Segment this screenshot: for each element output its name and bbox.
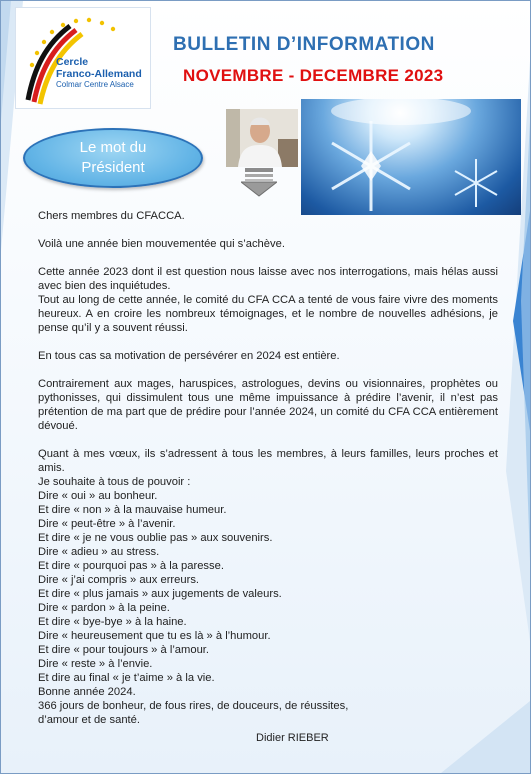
president-photo	[226, 109, 298, 167]
letter-paragraph-1: Voilà une année bien mouvementée qui s’achève.	[38, 238, 285, 250]
page-period: NOVEMBRE - DECEMBRE 2023	[183, 66, 444, 85]
wish-line: Et dire au final « je t’aime » à la vie.	[38, 672, 215, 684]
wish-line: Et dire « je ne vous oublie pas » aux souvenirs.	[38, 532, 273, 544]
wish-line: Et dire « pour toujours » à l’amour.	[38, 644, 210, 656]
wish-line: Et dire « non » à la mauvaise humeur.	[38, 504, 227, 516]
wish-line: Bonne année 2024.	[38, 686, 136, 698]
page-title: BULLETIN D’INFORMATION	[173, 34, 435, 55]
bubble-line-1: Le mot du	[79, 139, 147, 156]
club-logo	[15, 7, 151, 109]
letter-greeting: Chers membres du CFACCA.	[38, 210, 185, 222]
wish-line: Dire « peut-être » à l’avenir.	[38, 518, 176, 530]
snowflake-image	[301, 99, 521, 215]
wish-line: Dire « pardon » à la peine.	[38, 602, 170, 614]
wish-line: Et dire « bye-bye » à la haine.	[38, 616, 187, 628]
wish-line: Dire « j’ai compris » aux erreurs.	[38, 574, 200, 586]
letter-body	[38, 209, 498, 727]
logo-line-cercle: Cercle	[56, 56, 89, 68]
wish-line: Et dire « pourquoi pas » à la paresse.	[38, 560, 224, 572]
down-arrow-icon	[241, 167, 277, 197]
wish-line: Dire « reste » à l’envie.	[38, 658, 153, 670]
wish-line: Dire « heureusement que tu es là » à l’humour.	[38, 630, 271, 642]
letter-paragraph-2: Cette année 2023 dont il est question nous laisse avec nos interrogations, mais hélas aussi avec bien des inquiétudes.	[38, 266, 498, 292]
letter-paragraph-6: Quant à mes vœux, ils s’adressent à tous les membres, à leurs familles, leurs proches et amis.	[38, 448, 498, 474]
wish-line: Dire « adieu » au stress.	[38, 546, 160, 558]
wish-line: 366 jours de bonheur, de fous rires, de douceurs, de réussites,	[38, 700, 349, 712]
bubble-line-2: Président	[81, 159, 145, 176]
wishes-list	[38, 475, 498, 727]
wish-line: Dire « oui » au bonheur.	[38, 490, 158, 502]
letter-paragraph-3: Tout au long de cette année, le comité du CFA CCA a tenté de vous faire vivre des moments heureux. A en croire les nombreux témoignages, et le nombre de nouvelles adhésions, je pense qu’il y a souvent réussi.	[38, 294, 498, 334]
logo-line-colmar: Colmar Centre Alsace	[56, 80, 134, 89]
wish-line: d’amour et de santé.	[38, 714, 140, 726]
letter-paragraph-4: En tous cas sa motivation de persévérer en 2024 est entière.	[38, 350, 340, 362]
president-word-bubble	[23, 128, 203, 188]
signature: Didier RIEBER	[256, 732, 329, 744]
logo-line-franco-allemand: Franco-Allemand	[56, 68, 142, 80]
wish-line: Je souhaite à tous de pouvoir :	[38, 476, 191, 488]
wish-line: Et dire « plus jamais » aux jugements de valeurs.	[38, 588, 282, 600]
letter-paragraph-5: Contrairement aux mages, haruspices, astrologues, devins ou visionnaires, prophètes ou pythonisses, qui dissimulent tous une même impuissance à prédire l’avenir, il n’est pas prétention de ma part que de prédire pour l’année 2024, un comité du CFA CCA entièrement dévoué.	[38, 378, 498, 432]
